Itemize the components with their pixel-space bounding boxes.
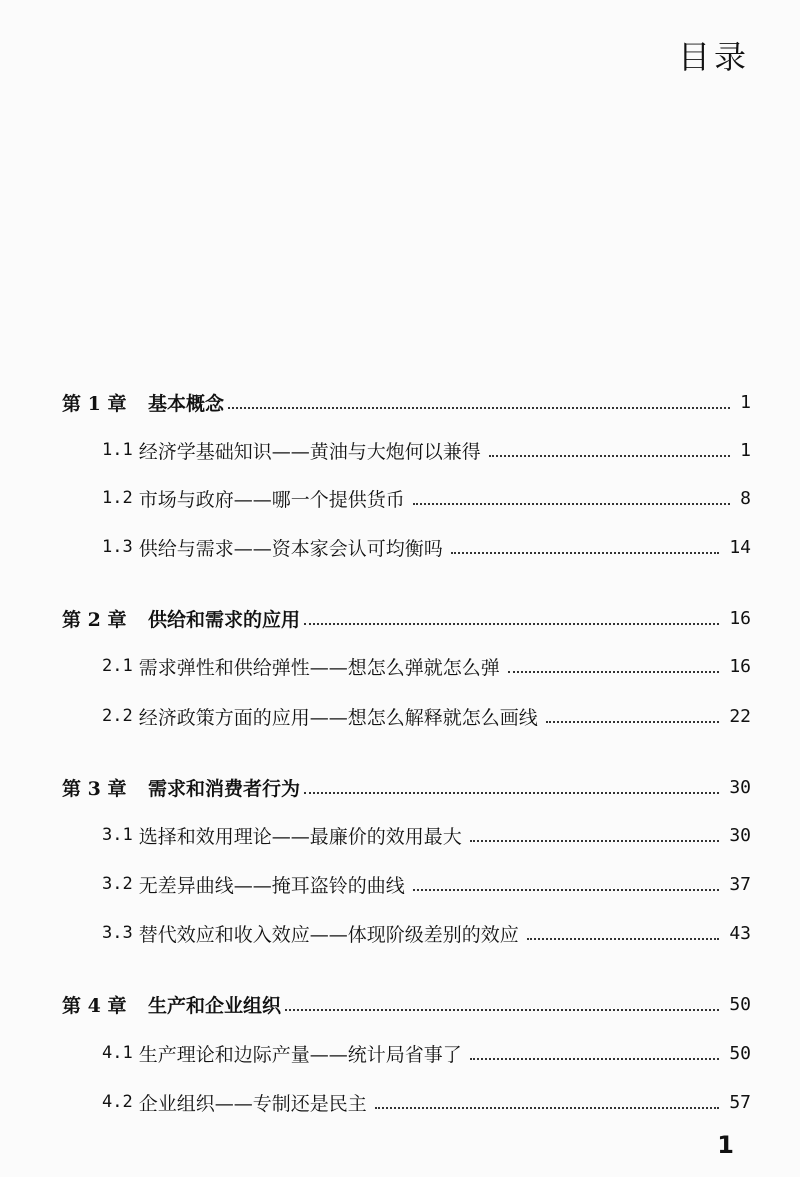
dot-leader [470, 828, 720, 842]
section-number: 4.1 [102, 1043, 133, 1063]
dot-leader [508, 659, 720, 673]
page-title: 目录 [677, 38, 750, 76]
page-reference: 16 [729, 655, 751, 677]
dot-leader [375, 1095, 720, 1109]
dot-leader [304, 611, 719, 625]
section-title: 市场与政府——哪一个提供货币 [138, 488, 405, 511]
page-reference: 43 [729, 922, 751, 944]
toc-chapter-1[interactable] [62, 388, 751, 416]
section-title: 选择和效用理论——最廉价的效用最大 [138, 825, 462, 848]
section-title: 替代效应和收入效应——体现阶级差别的效应 [138, 923, 519, 946]
dot-leader [527, 926, 720, 940]
dot-leader [413, 877, 720, 891]
section-number: 3.2 [102, 874, 133, 894]
toc-chapter-2[interactable] [62, 604, 751, 632]
section-number: 1.1 [102, 440, 133, 460]
toc-section-4-2[interactable] [62, 1088, 751, 1116]
dot-leader [304, 780, 719, 794]
section-number: 4.2 [102, 1092, 133, 1112]
toc-section-2-1[interactable] [62, 652, 751, 680]
toc-section-1-2[interactable] [62, 484, 751, 512]
chapter-title: 需求和消费者行为 [148, 777, 301, 800]
page-reference: 8 [740, 487, 751, 509]
chapter-title: 基本概念 [148, 392, 225, 415]
page-number: 1 [717, 1131, 734, 1159]
page-reference: 30 [729, 776, 751, 798]
chapter-number: 第 2 章 [62, 608, 127, 631]
section-number: 3.1 [102, 825, 133, 845]
section-number: 2.1 [102, 656, 133, 676]
dot-leader [285, 997, 719, 1011]
page-reference: 57 [729, 1091, 751, 1113]
toc-section-4-1[interactable] [62, 1039, 751, 1067]
dot-leader [451, 540, 720, 554]
section-title: 供给与需求——资本家会认可均衡吗 [138, 537, 443, 560]
toc-section-1-3[interactable] [62, 533, 751, 561]
chapter-number: 第 1 章 [62, 392, 127, 415]
page-reference: 14 [729, 536, 751, 558]
toc-section-3-1[interactable] [62, 821, 751, 849]
page-reference: 37 [729, 873, 751, 895]
toc-section-3-2[interactable] [62, 870, 751, 898]
section-title: 需求弹性和供给弹性——想怎么弹就怎么弹 [138, 656, 500, 679]
section-title: 经济学基础知识——黄油与大炮何以兼得 [138, 440, 481, 463]
chapter-number: 第 4 章 [62, 994, 127, 1017]
chapter-title: 生产和企业组织 [148, 994, 282, 1017]
page-reference: 50 [729, 1042, 751, 1064]
toc-chapter-4[interactable] [62, 990, 751, 1018]
toc-chapter-3[interactable] [62, 773, 751, 801]
section-title: 无差异曲线——掩耳盗铃的曲线 [138, 874, 405, 897]
page-reference: 30 [729, 824, 751, 846]
section-number: 2.2 [102, 706, 133, 726]
toc-section-1-1[interactable] [62, 436, 751, 464]
page-reference: 16 [729, 607, 751, 629]
dot-leader [489, 443, 730, 457]
section-title: 生产理论和边际产量——统计局省事了 [138, 1043, 462, 1066]
page-reference: 1 [740, 391, 751, 413]
dot-leader [228, 395, 730, 409]
section-title: 经济政策方面的应用——想怎么解释就怎么画线 [138, 706, 538, 729]
chapter-number: 第 3 章 [62, 777, 127, 800]
page-reference: 22 [729, 705, 751, 727]
dot-leader [470, 1046, 720, 1060]
section-number: 1.2 [102, 488, 133, 508]
toc-section-3-3[interactable] [62, 919, 751, 947]
toc-section-2-2[interactable] [62, 702, 751, 730]
section-title: 企业组织——专制还是民主 [138, 1092, 367, 1115]
chapter-title: 供给和需求的应用 [148, 608, 301, 631]
section-number: 1.3 [102, 537, 133, 557]
page-reference: 1 [740, 439, 751, 461]
section-number: 3.3 [102, 923, 133, 943]
page-reference: 50 [729, 993, 751, 1015]
dot-leader [413, 491, 730, 505]
dot-leader [546, 709, 720, 723]
